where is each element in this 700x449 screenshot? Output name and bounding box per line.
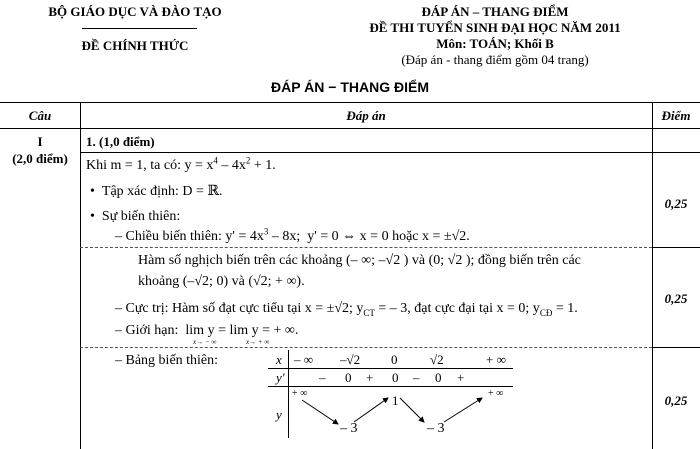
limit-sub-2: x→ + ∞ bbox=[246, 338, 270, 346]
doc-title: ĐÁP ÁN – THANG ĐIỂM bbox=[421, 4, 569, 19]
part-divider bbox=[80, 152, 700, 153]
score-divider-1 bbox=[652, 247, 700, 248]
vt-yprime-sign-4: + bbox=[457, 370, 465, 385]
vt-x-plus-inf: + ∞ bbox=[486, 352, 506, 367]
vt-y-plus-inf-right: + ∞ bbox=[488, 388, 504, 399]
vt-y-min-1: – 3 bbox=[340, 421, 358, 436]
pages-note: (Đáp án - thang điểm gồm 04 trang) bbox=[401, 52, 589, 67]
part-label: 1. (1,0 điểm) bbox=[86, 134, 155, 149]
arrow-down-2 bbox=[400, 398, 424, 422]
vt-x-label: x bbox=[276, 352, 282, 367]
col-answer-header: Đáp án bbox=[346, 108, 386, 123]
vt-row-divider-1 bbox=[268, 368, 513, 369]
question-number: I bbox=[37, 134, 43, 149]
bullet-icon: • bbox=[90, 209, 102, 224]
limit-sub-1: x→ − ∞ bbox=[193, 338, 217, 346]
arrow-down-1 bbox=[302, 400, 338, 424]
variation-item: • Sự biến thiên: bbox=[90, 209, 181, 224]
line-m: Khi m = 1, ta có: $y = x^4 - 4x^2 + 1$. bbox=[86, 155, 276, 173]
vt-x-neg-root2: –√2 bbox=[340, 352, 361, 367]
ministry-name: BỘ GIÁO DỤC VÀ ĐÀO TẠO bbox=[48, 4, 222, 19]
vt-yprime-label: y' bbox=[276, 370, 285, 385]
col-score-header: Điểm bbox=[661, 108, 691, 123]
vt-yprime-zero-1: 0 bbox=[345, 370, 352, 385]
vt-y-min-2: – 3 bbox=[427, 421, 445, 436]
vt-x-pos-root2: √2 bbox=[430, 352, 444, 367]
vt-x-zero: 0 bbox=[391, 352, 398, 367]
vt-yprime-zero-3: 0 bbox=[435, 370, 442, 385]
variation-table-label: – Bảng biến thiên: bbox=[115, 353, 219, 368]
direction-line: – Chiều biến thiên: $y' = 4x^3 - 8x$; y' = 0 ⇔ x = 0 hoặc x = ±√2. bbox=[115, 226, 470, 244]
vt-yprime-zero-2: 0 bbox=[392, 370, 399, 385]
vt-y-plus-inf-left: + ∞ bbox=[292, 388, 308, 399]
table-top-border bbox=[0, 102, 700, 103]
header-left bbox=[0, 4, 270, 20]
vt-x-minus-inf: – ∞ bbox=[294, 352, 314, 367]
header-right bbox=[315, 4, 675, 68]
vt-y-label: y bbox=[276, 407, 282, 422]
col-question-header: Câu bbox=[28, 108, 52, 123]
question-points: (2,0 điểm) bbox=[12, 151, 68, 166]
domain-item: • Tập xác định: D = ℝ. bbox=[90, 184, 223, 199]
arrow-up-1 bbox=[354, 398, 388, 422]
section-divider-1 bbox=[80, 247, 652, 248]
vt-yprime-sign-3: – bbox=[413, 370, 420, 385]
vt-y-max: 1 bbox=[392, 393, 399, 408]
extrema-line: – Cực trị: Hàm số đạt cực tiểu tại x = ±√2; $y_{CT}$ = – 3, đạt cực đại tại x = 0; $y_{CĐ} = 1$. bbox=[115, 301, 578, 318]
main-title: ĐÁP ÁN − THANG ĐIỂM bbox=[270, 79, 430, 95]
header-divider bbox=[82, 28, 197, 29]
vt-yprime-sign-1: – bbox=[319, 370, 326, 385]
vt-yprime-sign-2: + bbox=[366, 370, 374, 385]
table-header-border bbox=[0, 128, 700, 129]
score-2: 0,25 bbox=[664, 291, 688, 306]
col-divider-1 bbox=[80, 102, 81, 449]
section-divider-2 bbox=[80, 347, 652, 348]
score-1: 0,25 bbox=[664, 196, 688, 211]
exam-title: ĐỀ THI TUYỂN SINH ĐẠI HỌC NĂM 2011 bbox=[369, 20, 621, 35]
monotonic-line-2: khoảng (–√2; 0) và (√2; + ∞). bbox=[138, 274, 305, 289]
vt-arrows bbox=[268, 386, 518, 449]
score-3: 0,25 bbox=[664, 393, 688, 408]
arrow-up-2 bbox=[444, 398, 482, 422]
official-label: ĐỀ CHÍNH THỨC bbox=[81, 38, 189, 53]
score-divider-2 bbox=[652, 347, 700, 348]
bullet-icon: • bbox=[90, 184, 102, 199]
limit-line: – Giới hạn: lim y = lim y = + ∞. bbox=[115, 323, 299, 338]
subject: Môn: TOÁN; Khối B bbox=[436, 36, 554, 51]
monotonic-line-1: Hàm số nghịch biến trên các khoảng (– ∞; –√2 ) và (0; √2 ); đồng biến trên các bbox=[138, 253, 581, 268]
